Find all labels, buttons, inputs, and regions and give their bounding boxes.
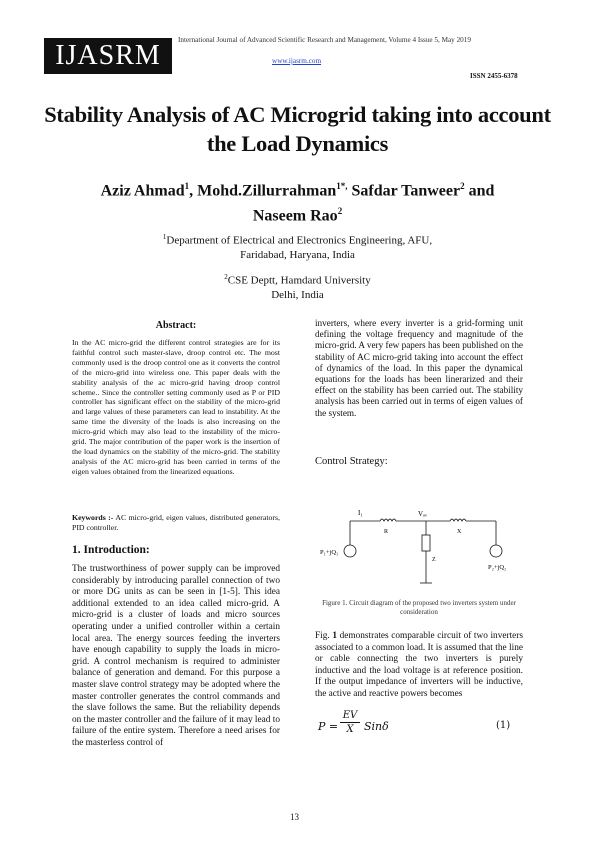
journal-logo: IJASRM [44,38,172,74]
body-paragraph-text: demonstrates comparable circuit of two inverters associated to a common load. It is assumed that the line or cable connecting the two inverters is purely inductive and the load voltage is at reference position. If the output impedance of inverters will be inductive, the active and reactive powers becomes [315,631,523,699]
keywords-list: AC micro-grid, eigen values, distributed generators, PID controller. [72,513,280,532]
author-name: Aziz Ahmad [100,182,185,200]
equation-numerator: EV [342,710,358,721]
author-sup: 1 [184,181,190,191]
keywords [72,513,280,533]
author-sup: 1*, [336,181,348,191]
paper-title: Stability Analysis of AC Microgrid taking into account the Load Dynamics [44,102,551,156]
intro-heading: 1. Introduction: [72,544,150,556]
intro-text: The trustworthiness of power supply can be improved considerably by introducing parallel connection of two or more DG units as can be seen in [1-5]. This idea additional extended to an idea called micro-grid. A micro-grid is a cluster of loads and micro sources operating under a unified controller within a certain local area. The energy sources feeding the inverters have enough capability to supply the loads in micro-grid. A control mechanism is required to administer balance of generation and demand. For this purpose a master slave control strategy may be adopted where the master controller generates the control commands and the slave follows the same. But the reliability depends on the master controller and the failure of it may lead to failure of the entire system. Therefore a need arises for the masterless control of [72,564,280,748]
figure-label-r: R [384,529,389,535]
figure-label-left-power: P₁+jQ₁ [320,549,339,556]
affiliation-line: CSE Deptt, Hamdard University [227,274,371,287]
figure-label-vav: Vₐᵥ [418,510,428,518]
author-list [60,176,535,227]
author-sup: 2 [460,181,465,191]
affiliation-sup: 2 [224,273,228,281]
author-name: Safdar Tanweer [351,182,461,200]
fraction-bar [340,722,360,723]
control-strategy-heading: Control Strategy: [315,456,388,467]
body-paragraph: inverters, where every inverter is a grid-forming unit defining the voltage frequency and magnitude of the micro-grid. A very few papers has been published on the stability of AC micro-grid taking into account the effect of dynamics of the load. In this paper the dynamical equations for the loads has been linerarized and their effect on the stability has been carried out. The stability analysis has been carried out in terms of eigen values of the system. [315,318,523,418]
fig-ref-number: 1 [332,631,337,641]
equation-lhs: P = [318,720,339,733]
figure-label-i1: I₁ [358,509,363,517]
affiliation-2 [60,270,535,302]
figure-label-z: Z [432,557,436,563]
figure-caption: Figure 1. Circuit diagram of the proposed two inverters system under consideration [322,599,516,616]
equation-fraction [340,710,360,735]
journal-url-link[interactable]: www.ijasrm.com [272,57,322,65]
abstract-heading: Abstract: [155,320,197,331]
issn: ISSN 2455-6378 [470,72,518,80]
author-separator: and [464,182,495,200]
circuit-diagram-figure [320,503,520,595]
equation-number: (1) [496,720,511,731]
figure-label-x: X [457,529,462,535]
fig-ref-prefix: Fig. [315,631,333,641]
page-number: 13 [290,812,299,822]
body-paragraph [315,631,523,701]
author-name: Naseem Rao [252,207,338,225]
author-sup: 2 [337,206,343,217]
author-separator: , [189,182,198,200]
affiliation-line: Department of Electrical and Electronics Engineering, AFU, [166,234,433,247]
figure-label-right-power: P₂+jQ₂ [488,564,507,571]
author-name: Mohd.Zillurrahman [197,182,337,200]
equation-rhs: Sinδ [364,720,389,733]
keywords-label: Keywords :- [72,513,114,522]
affiliation-line: Delhi, India [271,288,324,301]
affiliation-sup: 1 [162,233,167,241]
affiliation-line: Faridabad, Haryana, India [240,248,355,261]
equation-denominator: X [346,724,354,735]
abstract-text: In the AC micro-grid the different control strategies are for its faithful control such master-slave, droop control etc. The most commonly used is the droop control one as it converts the control of the micro-grid into wireless one. This paper deals with the stability analysis of the ac micro-grid having droop control scheme.. Since the controller setting commonly used as P or PID controller has significant effect on the stability of the micro-grid and large values of these parameters can lead to instability. At the same time the diversity of the loads is also increasing on the micro-grid which may also lead to the instability of the micro-grid. The major contribution of the paper work is the insertion of the load dynamics on the stability of the micro-grid. The stability analysis of the AC micro-grid has been carried in terms of the eigen values obtained from the linearized equations. [72,338,280,476]
affiliation-1 [60,230,535,262]
equation-1 [318,710,518,744]
journal-name: International Journal of Advanced Scientific Research and Management, Volume 4 Issue 5, May 2019 [178,36,471,44]
